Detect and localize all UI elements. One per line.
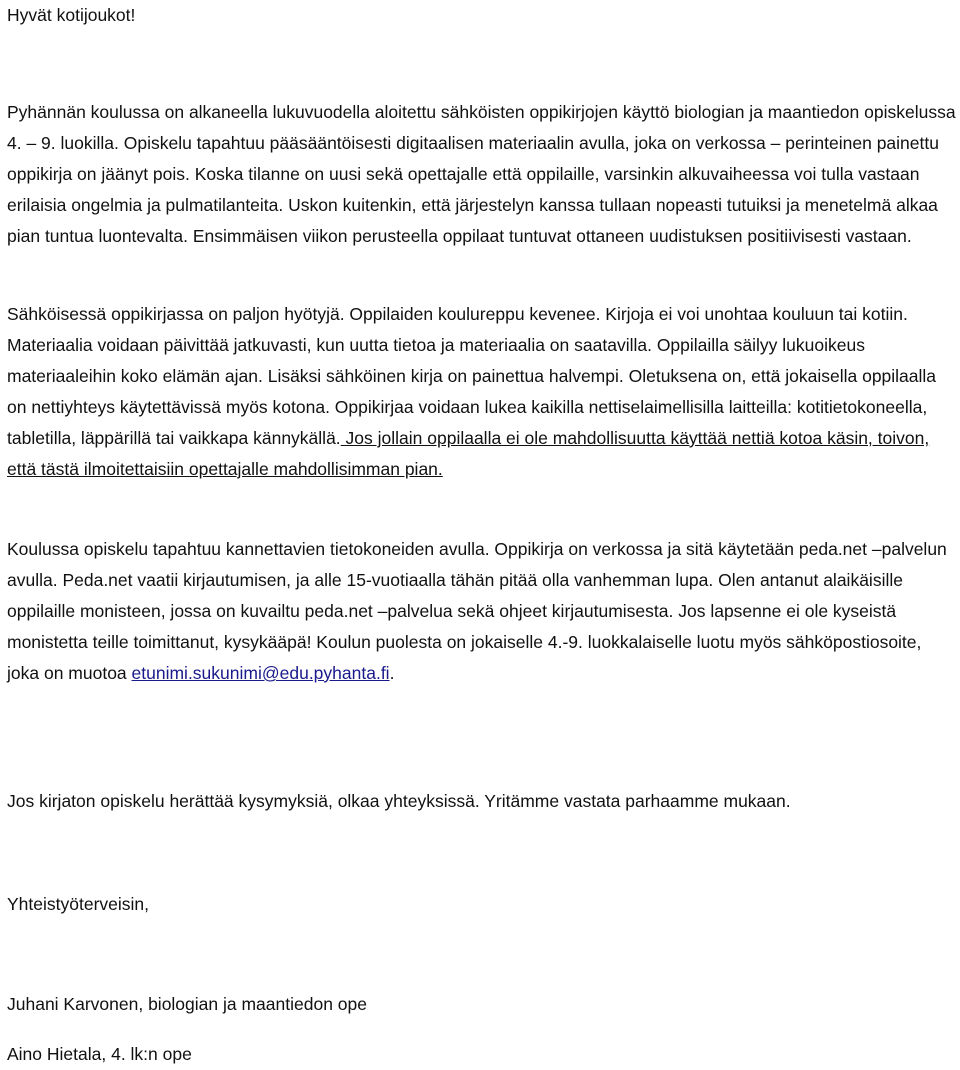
paragraph-school-usage bbox=[7, 534, 957, 689]
signature-teacher-1: Juhani Karvonen, biologian ja maantiedon ope bbox=[7, 994, 367, 1014]
closing-greeting: Yhteistyöterveisin, bbox=[7, 894, 150, 914]
paragraph-contact: Jos kirjaton opiskelu herättää kysymyksiä, olkaa yhteyksissä. Yritämme vastata parhaamme mukaan. bbox=[7, 791, 791, 811]
greeting: Hyvät kotijoukot! bbox=[7, 5, 136, 25]
school-usage-end: . bbox=[389, 663, 395, 683]
school-usage-text: Koulussa opiskelu tapahtuu kannettavien tietokoneiden avulla. Oppikirja on verkossa ja sitä käytetään peda.net –palvelun avulla. Peda.net vaatii kirjautumisen, ja alle 15-vuotiaalla tähän pitää olla vanhemman lupa. Olen antanut alaikäisille oppilaille monisteen, jossa on kuvailtu peda.net –palvelua sekä ohjeet kirjautumisesta. Jos lapsenne ei ole kyseistä monistetta teille toimittanut, kysykääpä! Koulun puolesta on jokaiselle 4.-9. luokkalaiselle luotu myös sähköpostiosoite, joka on muotoa bbox=[7, 539, 947, 683]
benefits-text: Sähköisessä oppikirjassa on paljon hyötyjä. Oppilaiden koulureppu kevenee. Kirjoja ei voi unohtaa kouluun tai kotiin. Materiaalia voidaan päivittää jatkuvasti, kun uutta tietoa ja materiaalia on saatavilla. Oppilailla säilyy lukuoikeus materiaaleihin koko elämän ajan. Lisäksi sähköinen kirja on painettua halvempi. Oletuksena on, että jokaisella oppilaalla on nettiyhteys käytettävissä myös kotona. Oppikirjaa voidaan lukea kaikilla nettiselaimellisilla laitteilla: kotitietokoneella, tabletilla, läppärillä tai vaikkapa kännykällä. bbox=[7, 304, 937, 448]
signature-teacher-2: Aino Hietala, 4. lk:n ope bbox=[7, 1044, 192, 1064]
internet-access-notice: Jos jollain oppilaalla ei ole mahdollisuutta käyttää nettiä kotoa käsin, toivon, että tästä ilmoitettaisiin opettajalle mahdollisimman pian. bbox=[7, 428, 930, 479]
paragraph-intro: Pyhännän koulussa on alkaneella lukuvuodella aloitettu sähköisten oppikirjojen käyttö biologian ja maantiedon opiskelussa 4. – 9. luokilla. Opiskelu tapahtuu pääsääntöisesti digitaalisen materiaalin avulla, joka on verkossa – perinteinen painettu oppikirja on jäänyt pois. Koska tilanne on uusi sekä opettajalle että oppilaille, varsinkin alkuvaiheessa voi tulla vastaan erilaisia ongelmia ja pulmatilanteita. Uskon kuitenkin, että järjestelyn kanssa tullaan nopeasti tutuiksi ja menetelmä alkaa pian tuntua luontevalta. Ensimmäisen viikon perusteella oppilaat tuntuvat ottaneen uudistuksen positiivisesti vastaan. bbox=[7, 102, 956, 246]
paragraph-benefits bbox=[7, 299, 957, 485]
email-format-link[interactable]: etunimi.sukunimi@edu.pyhanta.fi bbox=[131, 663, 390, 683]
